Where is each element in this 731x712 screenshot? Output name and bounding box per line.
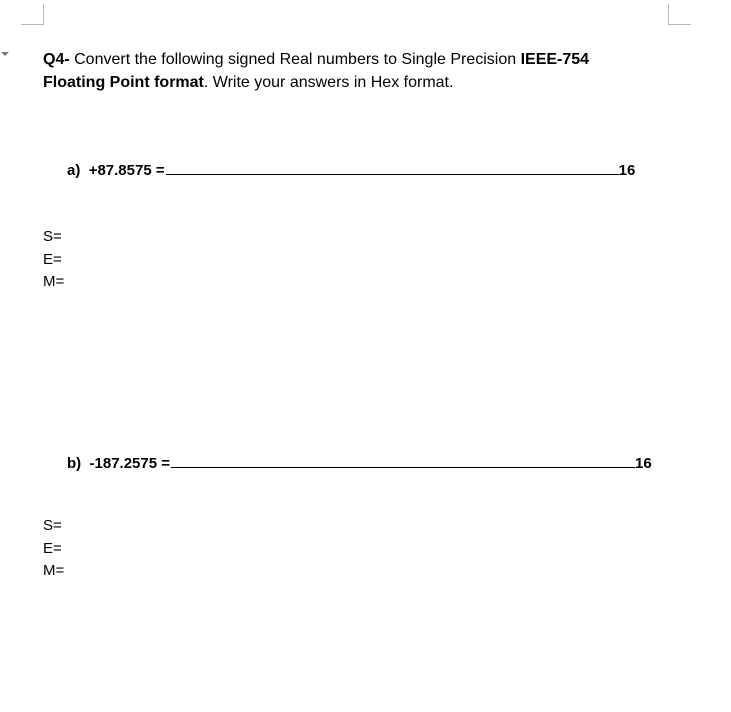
question-number: Q4- <box>43 51 70 68</box>
part-value-b: -187.2575 = <box>89 455 171 472</box>
answer-line-a <box>67 160 635 179</box>
answer-blank-b[interactable] <box>171 453 635 468</box>
paragraph-collapse-icon[interactable] <box>1 52 9 56</box>
page-margin-corner-right <box>668 4 691 25</box>
question-bold-ieee: IEEE-754 <box>520 51 590 68</box>
field-sign-a: S= <box>43 228 62 245</box>
field-list-a <box>43 226 64 294</box>
part-label-a: a) <box>67 162 81 179</box>
field-mantissa-a: M= <box>43 273 65 290</box>
base-subscript-a: 16 <box>618 162 636 179</box>
question-text-part-2: . Write your answers in Hex format. <box>203 74 454 91</box>
question-bold-format: Floating Point format <box>43 74 204 91</box>
field-mantissa-b: M= <box>43 562 65 579</box>
field-exponent-a: E= <box>43 250 62 268</box>
part-label-b: b) <box>67 455 82 472</box>
answer-blank-a[interactable] <box>166 160 619 175</box>
question-text-part-1: Convert the following signed Real numbers to Single Precision <box>74 51 521 68</box>
answer-line-b <box>67 453 652 472</box>
field-exponent-b: E= <box>43 539 62 557</box>
field-sign-b: S= <box>43 517 62 534</box>
base-subscript-b: 16 <box>635 455 652 472</box>
part-value-a: +87.8575 = <box>88 162 165 179</box>
page-margin-corner-left <box>21 4 44 25</box>
question-text <box>43 48 683 94</box>
field-list-b <box>43 515 64 583</box>
